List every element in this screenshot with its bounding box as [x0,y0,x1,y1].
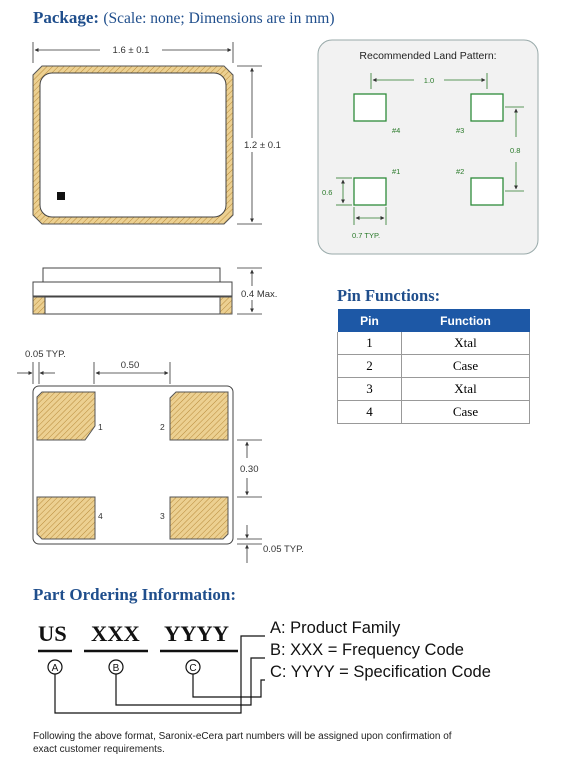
function-cell: Xtal [402,332,530,355]
pad-gap-label: 0.05 TYP. [25,349,66,360]
marker-b-label: B [112,663,120,674]
code-us: US [38,621,67,646]
function-cell: Case [402,355,530,378]
package-subtitle: (Scale: none; Dimensions are in mm) [103,10,335,27]
top-height-label: 1.2 ± 0.1 [244,140,281,151]
table-row [338,378,530,401]
code-xxx: XXX [91,621,140,646]
pin-cell: 4 [338,401,402,424]
function-cell: Xtal [402,378,530,401]
land-pitch-x-label: 1.0 [423,76,435,85]
pad-label-1: 1 [98,422,103,432]
land-pad-2 [471,178,503,205]
side-view [33,268,277,314]
land-pad-label-1: #1 [392,167,401,176]
land-pad-label-2: #2 [456,167,465,176]
function-cell: Case [402,401,530,424]
table-row [338,332,530,355]
side-height-label: 0.4 Max. [241,289,278,300]
pin-functions-table [337,309,530,424]
pad-4 [37,497,95,539]
pad-height-label: 0.30 [240,464,259,475]
edge-label: 0.05 TYP. [263,544,304,555]
package-title-label: Package: [33,8,100,27]
legend-c: C: YYYY = Specification Code [270,663,491,681]
land-pad-w-label: 0.7 TYP. [352,231,381,240]
top-width-label: 1.6 ± 0.1 [112,45,150,56]
land-pitch-y-label: 0.8 [510,146,521,155]
code-yyyy: YYYY [164,621,229,646]
table-header-row [338,309,530,332]
legend-b: B: XXX = Frequency Code [270,641,464,659]
top-view [33,42,289,224]
pad-2 [170,392,228,440]
land-pad-4 [354,94,386,121]
header-function: Function [402,309,530,332]
pad-label-3: 3 [160,511,165,521]
land-pad-1 [354,178,386,205]
land-pattern-title: Recommended Land Pattern: [359,50,497,62]
pin1-marker [57,192,65,200]
land-pad-label-3: #3 [456,126,465,135]
pad-label-2: 2 [160,422,165,432]
legend-a: A: Product Family [270,619,401,637]
pin-functions-title: Pin Functions: [337,286,441,305]
ordering-diagram [38,636,265,713]
table-row [338,355,530,378]
land-pad-h-label: 0.6 [322,188,333,197]
land-pattern [318,40,538,254]
marker-a-label: A [51,663,59,674]
land-pad-label-4: #4 [392,126,401,135]
pad-label-4: 4 [98,511,103,521]
bottom-view [17,349,304,563]
pin-cell: 3 [338,378,402,401]
footer-note: Following the above format, Saronix-eCera part numbers will be assigned upon confirmation of exact customer requirements. [33,731,452,755]
pad-1 [37,392,95,440]
header-pin: Pin [338,309,402,332]
pad-3 [170,497,228,539]
pin-cell: 2 [338,355,402,378]
pin-cell: 1 [338,332,402,355]
marker-c-label: C [189,663,197,674]
table-row [338,401,530,424]
pad-width-label: 0.50 [120,360,140,371]
ordering-title: Part Ordering Information: [33,585,237,604]
land-pad-3 [471,94,503,121]
